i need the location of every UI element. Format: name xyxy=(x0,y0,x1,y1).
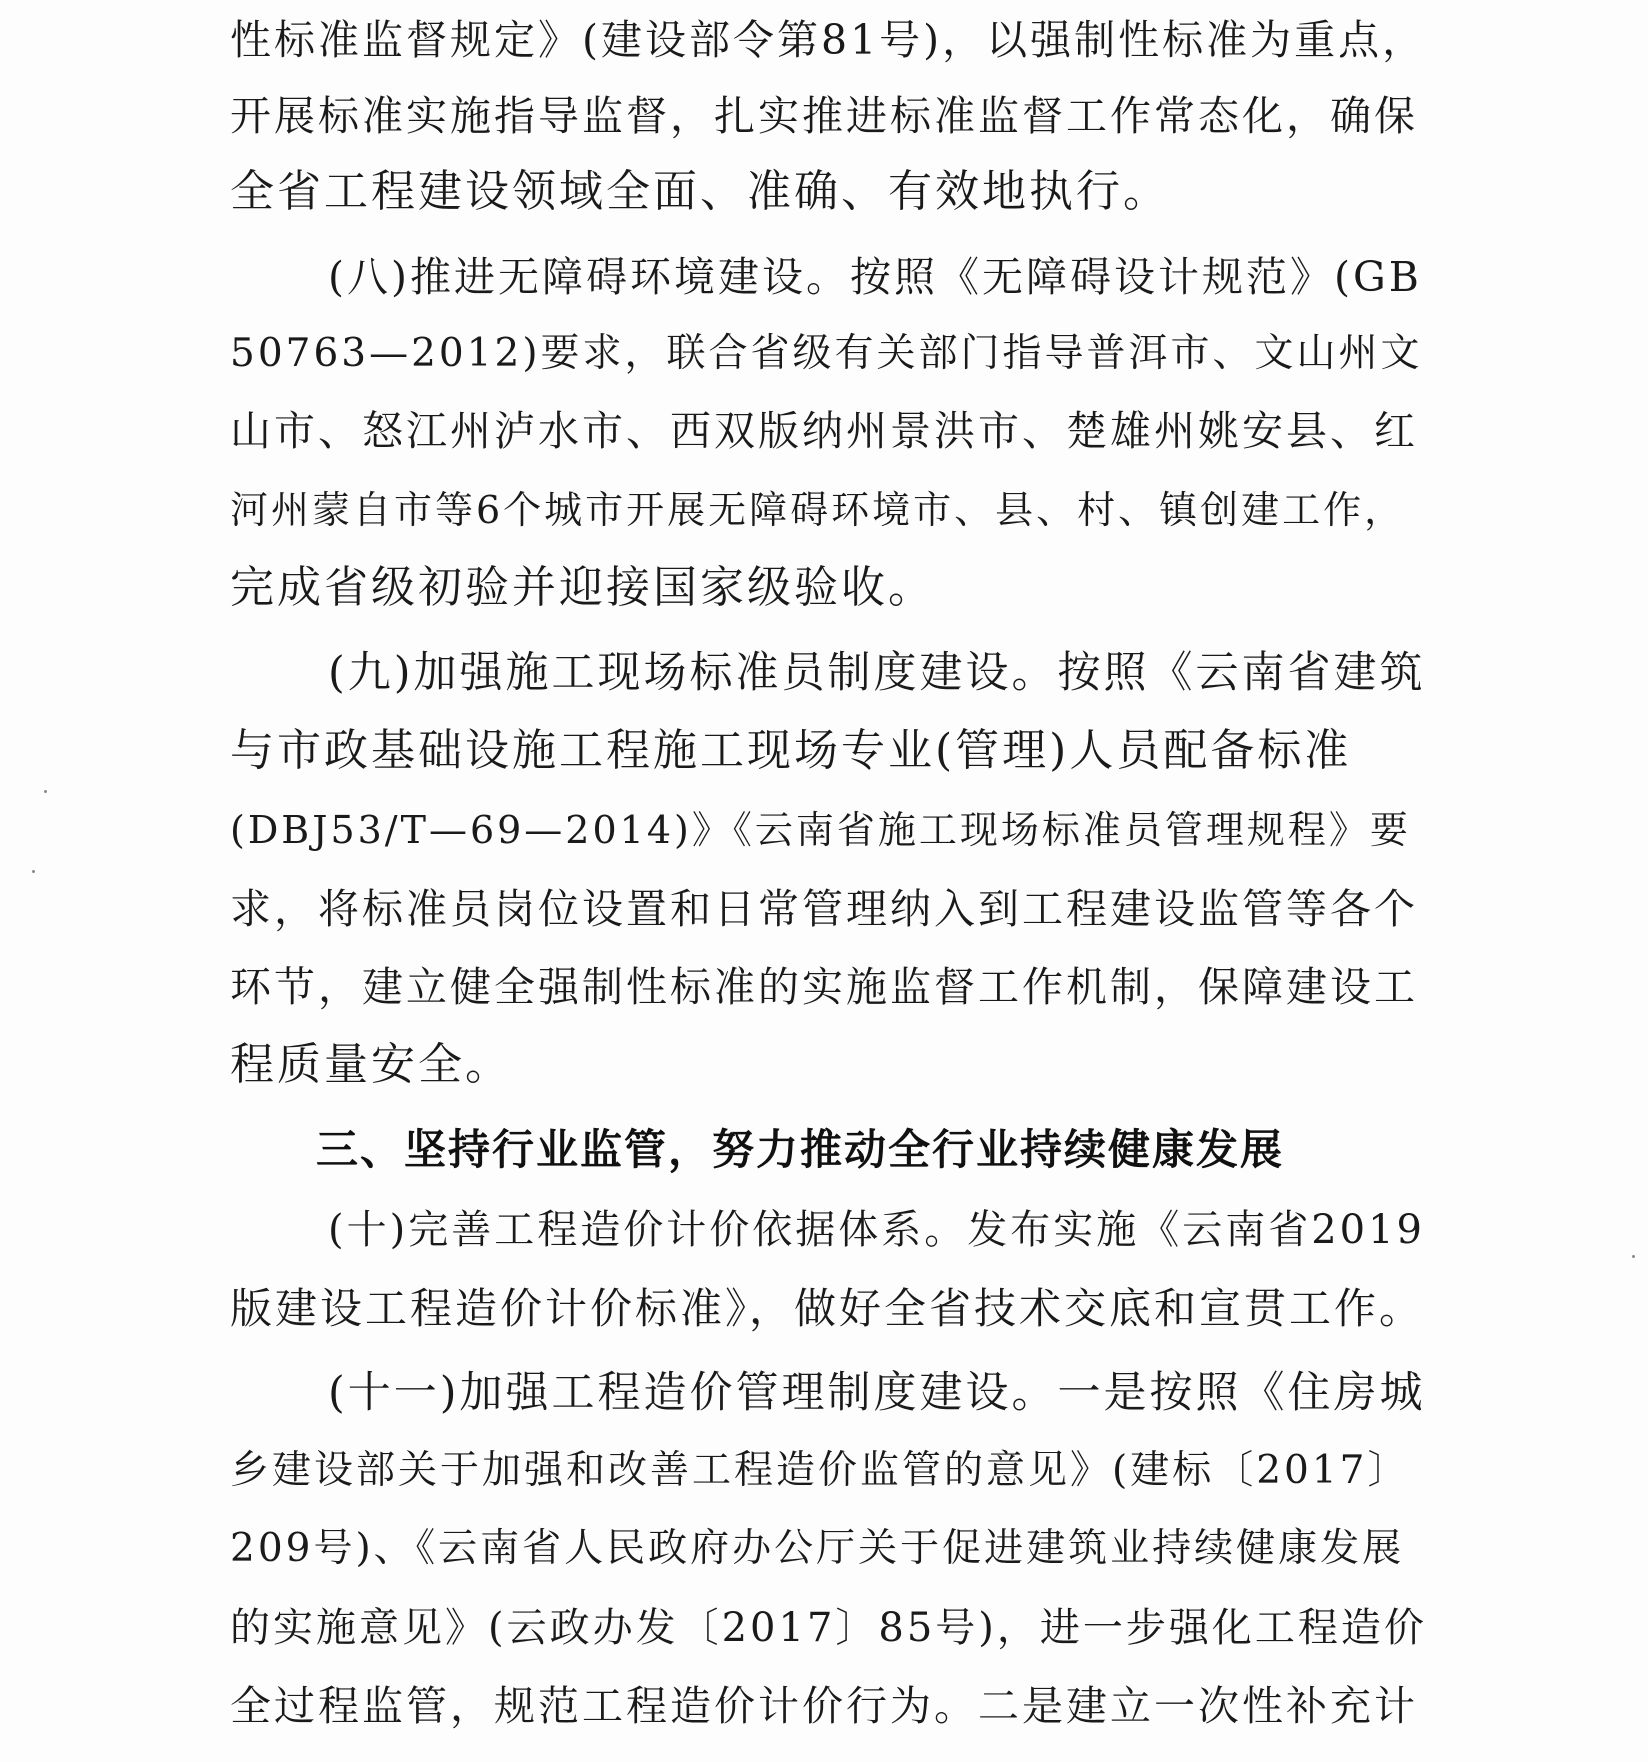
text-line: (DBJ53/T—69—2014)》《云南省施工现场标准员管理规程》要 xyxy=(230,808,1411,852)
scan-speck xyxy=(44,790,47,793)
section-heading: 三、坚持行业监管，努力推动全行业持续健康发展 xyxy=(316,1125,1285,1174)
text-line: 与市政基础设施工程施工现场专业(管理)人员配备标准 xyxy=(230,725,1352,776)
text-line: 全省工程建设领域全面、准确、有效地执行。 xyxy=(230,166,1170,217)
text-line: 全过程监管，规范工程造价计价行为。二是建立一次性补充计 xyxy=(230,1682,1418,1730)
text-line: (九)加强施工现场标准员制度建设。按照《云南省建筑 xyxy=(328,648,1426,698)
text-line: 环节，建立健全强制性标准的实施监督工作机制，保障建设工 xyxy=(230,963,1418,1011)
text-line: (十一)加强工程造价管理制度建设。一是按照《住房城 xyxy=(328,1368,1426,1418)
text-line: 山市、怒江州泸水市、西双版纳州景洪市、楚雄州姚安县、红 xyxy=(230,407,1418,455)
text-line: 完成省级初验并迎接国家级验收。 xyxy=(230,562,935,613)
text-line: 209号)、《云南省人民政府办公厅关于促进建筑业持续健康发展 xyxy=(230,1526,1405,1571)
text-line: (十)完善工程造价计价依据体系。发布实施《云南省2019 xyxy=(328,1207,1426,1253)
scan-speck xyxy=(1632,1255,1635,1258)
text-line: 河州蒙自市等6个城市开展无障碍环境市、县、村、镇创建工作， xyxy=(230,488,1406,532)
text-line: 50763—2012)要求，联合省级有关部门指导普洱市、文山州文 xyxy=(230,331,1423,376)
text-line: 性标准监督规定》(建设部令第81号)，以强制性标准为重点， xyxy=(230,16,1427,64)
text-line: 乡建设部关于加强和改善工程造价监管的意见》(建标〔2017〕 xyxy=(230,1448,1410,1493)
text-line: 的实施意见》(云政办发〔2017〕85号)，进一步强化工程造价 xyxy=(230,1605,1427,1651)
text-line: 程质量安全。 xyxy=(230,1039,512,1090)
text-line: 求，将标准员岗位设置和日常管理纳入到工程建设监管等各个 xyxy=(230,885,1418,933)
scan-speck xyxy=(32,870,35,873)
text-line: 版建设工程造价计价标准》，做好全省技术交底和宣贯工作。 xyxy=(230,1284,1425,1333)
text-line: (八)推进无障碍环境建设。按照《无障碍设计规范》(GB xyxy=(328,253,1422,301)
text-line: 开展标准实施指导监督，扎实推进标准监督工作常态化，确保 xyxy=(230,92,1418,140)
